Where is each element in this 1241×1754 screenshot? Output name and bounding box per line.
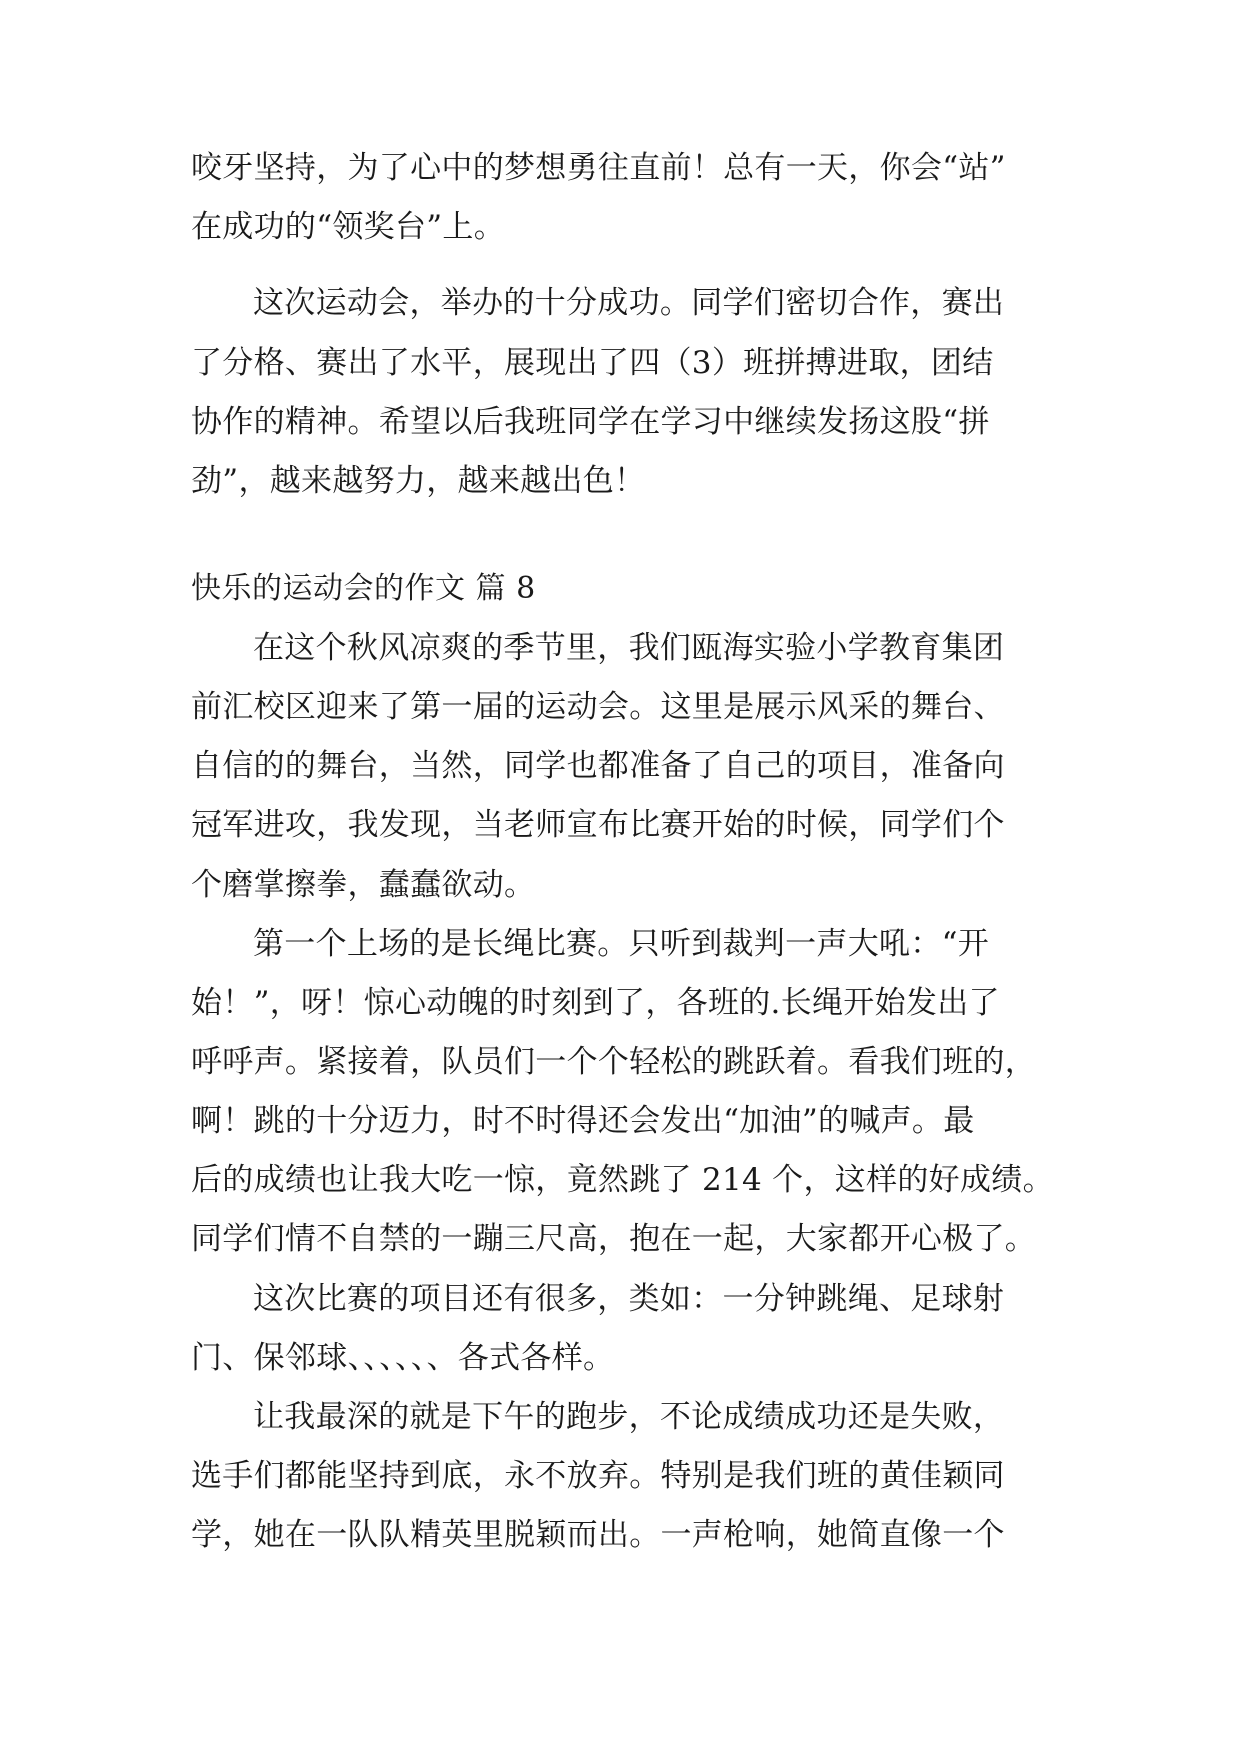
text-line: 后的成绩也让我大吃一惊，竟然跳了 214 个，这样的好成绩。 <box>191 1162 1054 1198</box>
paragraph-first-line: 这次运动会，举办的十分成功。同学们密切合作，赛出 <box>253 285 1005 321</box>
text-line: 自信的的舞台，当然，同学也都准备了自己的项目，准备向 <box>191 748 1005 784</box>
text-line: 选手们都能坚持到底，永不放弃。特别是我们班的黄佳颖同 <box>191 1458 1005 1494</box>
text-line: 学，她在一队队精英里脱颖而出。一声枪响，她简直像一个 <box>191 1517 1005 1553</box>
text-line: 呼呼声。紧接着，队员们一个个轻松的跳跃着。看我们班的， <box>191 1044 1037 1080</box>
text-line: 冠军进攻，我发现，当老师宣布比赛开始的时候，同学们个 <box>191 807 1005 843</box>
section-heading: 快乐的运动会的作文 篇 8 <box>191 571 536 606</box>
paragraph-first-line: 让我最深的就是下午的跑步，不论成绩成功还是失败， <box>253 1399 1005 1435</box>
text-line: 同学们情不自禁的一蹦三尺高，抱在一起，大家都开心极了。 <box>191 1221 1037 1257</box>
text-line: 啊！跳的十分迈力，时不时得还会发出“加油”的喊声。最 <box>191 1103 975 1139</box>
paragraph-first-line: 第一个上场的是长绳比赛。只听到裁判一声大吼：“开 <box>253 926 990 962</box>
text-line: 咬牙坚持，为了心中的梦想勇往直前！总有一天，你会“站” <box>191 150 1006 186</box>
text-line: 门、保邻球、、、、、、各式各样。 <box>191 1340 615 1376</box>
text-line: 前汇校区迎来了第一届的运动会。这里是展示风采的舞台、 <box>191 689 1005 725</box>
paragraph-first-line: 这次比赛的项目还有很多，类如：一分钟跳绳、足球射 <box>253 1281 1005 1317</box>
text-line: 劲”，越来越努力，越来越出色！ <box>191 463 646 499</box>
text-line: 协作的精神。希望以后我班同学在学习中继续发扬这股“拼 <box>191 404 990 440</box>
text-line: 个磨掌擦拳，蠢蠢欲动。 <box>191 867 536 903</box>
text-line: 始！”，呀！惊心动魄的时刻到了，各班的.长绳开始发出了 <box>191 985 1000 1021</box>
text-line: 了分格、赛出了水平，展现出了四（3）班拼搏进取，团结 <box>191 345 994 381</box>
paragraph-first-line: 在这个秋风凉爽的季节里，我们瓯海实验小学教育集团 <box>253 630 1005 666</box>
text-line: 在成功的“领奖台”上。 <box>191 209 505 245</box>
